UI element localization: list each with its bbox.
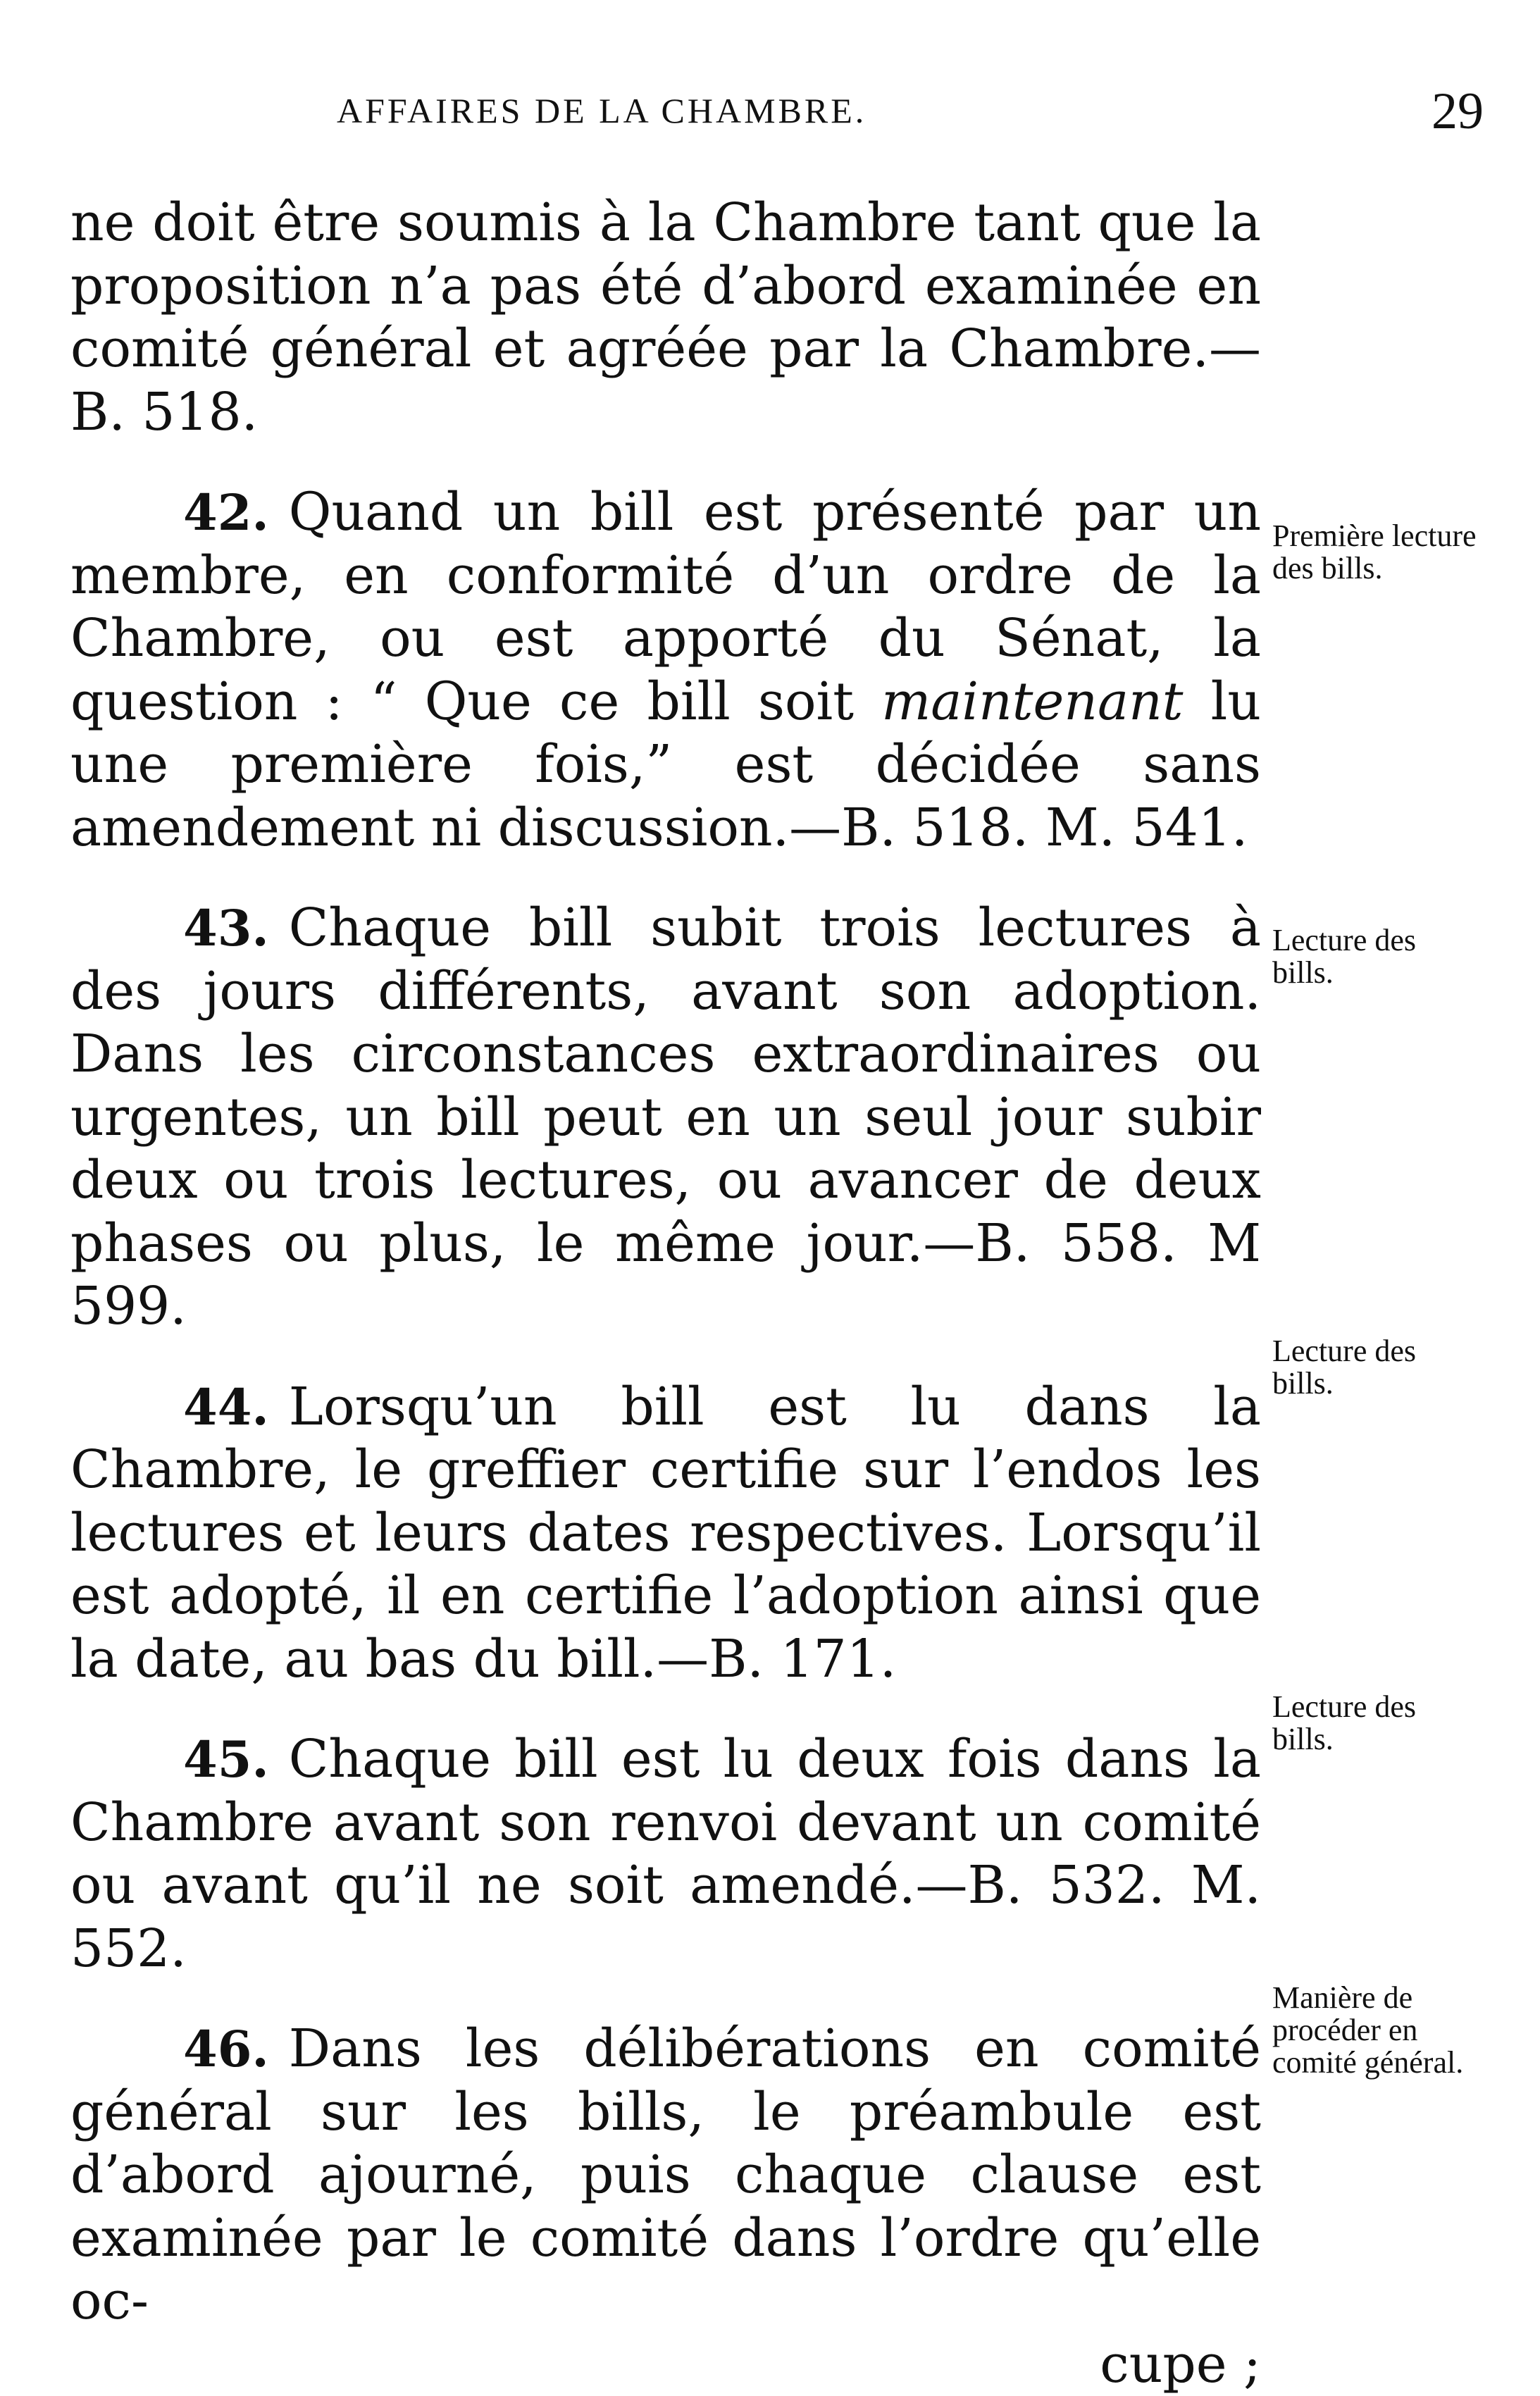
- article-44: [70, 1376, 1261, 1692]
- article-number: 44.: [183, 1378, 269, 1436]
- article-text: Chaque bill est lu deux fois dans la Chambre avant son renvoi devant un comité ou avant qu’il ne soit amendé.—B. 532. M. 552.: [70, 1729, 1261, 1979]
- article-emphasis: maintenant: [881, 671, 1183, 732]
- article-text: Quand un bill est présenté par un membre, en conformité d’un ordre de la Chambre, ou est apporté du Sénat, la question : “ Que ce bill soit: [70, 482, 1261, 732]
- side-note-43: Lecture des bills.: [1272, 924, 1484, 989]
- article-42: [70, 481, 1261, 859]
- article-text: Dans les délibérations en comité général sur les bills, le préambule est d’abord ajourné, puis chaque clause est examinée par le comité dans l’ordre qu’elle oc-: [70, 2018, 1261, 2331]
- article-46: [70, 2018, 1261, 2333]
- article-number: 42.: [183, 483, 269, 542]
- article-number: 46.: [183, 2020, 269, 2078]
- running-title: AFFAIRES DE LA CHAMBRE.: [337, 90, 867, 131]
- side-note-42: Première lecture des bills.: [1272, 520, 1484, 585]
- text-column: [70, 192, 1261, 2396]
- article-text: lu une première fois,” est décidée sans amendement ni discussion.—B. 518. M. 541.: [70, 671, 1261, 858]
- article-text: Chaque bill subit trois lectures à des jours différents, avant son adoption. Dans les circonstances extraordinaires ou urgentes, un bill peut en un seul jour subir deux ou trois lectures, ou avancer de deux phases ou plus, le même jour.—B. 558. M 599.: [70, 898, 1261, 1336]
- article-text: Lorsqu’un bill est lu dans la Chambre, le greffier certifie sur l’endos les lectures et leurs dates respectives. Lorsqu’il est adopté, il en certifie l’adoption ainsi que la date, au bas du bill.—B. 171.: [70, 1377, 1261, 1689]
- side-note-44: Lecture des bills.: [1272, 1335, 1484, 1400]
- continuation-paragraph: ne doit être soumis à la Chambre tant que la proposition n’a pas été d’abord examinée en comité général et agréée par la Chambre.—B. 518.: [70, 192, 1261, 444]
- side-note-45: Lecture des bills.: [1272, 1691, 1484, 1756]
- article-number: 43.: [183, 899, 269, 957]
- running-head: [0, 90, 1540, 154]
- article-43: [70, 897, 1261, 1339]
- article-45: [70, 1728, 1261, 1980]
- article-number: 45.: [183, 1730, 269, 1789]
- page-number: 29: [1432, 82, 1484, 142]
- side-note-46: Manière de procéder en comité général.: [1272, 1982, 1484, 2079]
- page-ending: cupe ;: [70, 2333, 1261, 2396]
